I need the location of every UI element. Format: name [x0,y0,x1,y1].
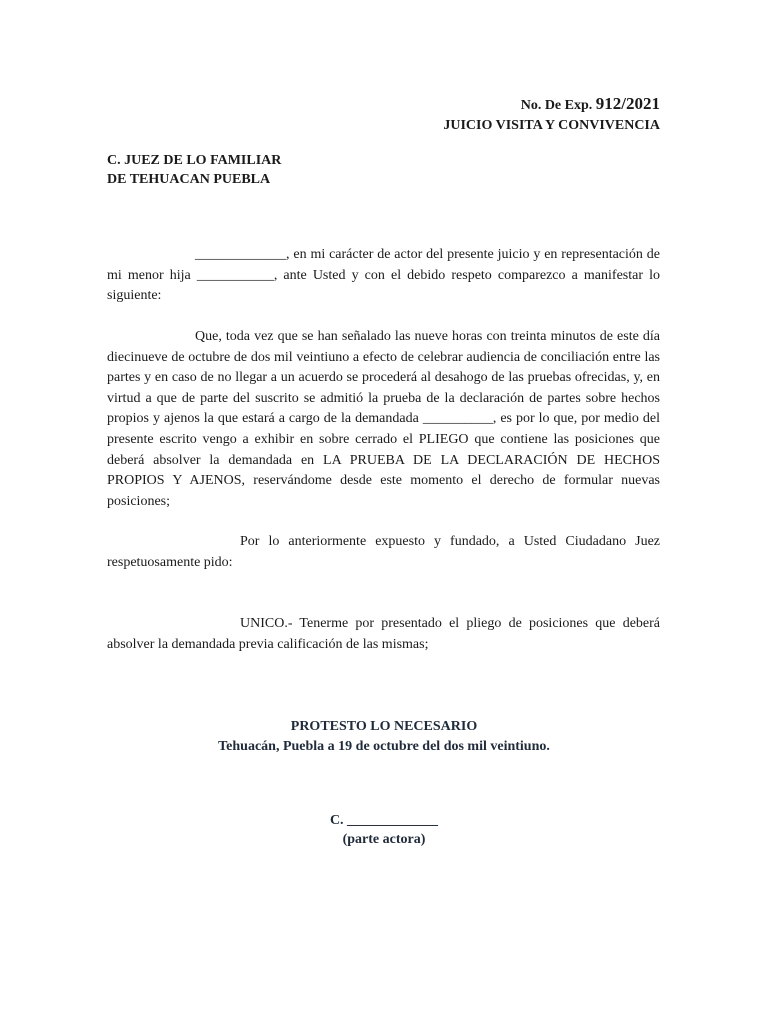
paragraph-request-unico: UNICO.- Tenerme por presentado el pliego de posiciones que deberá absolver la demandada previa calificación de las mismas; [107,616,660,652]
expedient-line [443,94,660,116]
place-date: Tehuacán, Puebla a 19 de octubre del dos mil veintiuno. [218,739,550,754]
signature-role: (parte actora) [342,832,426,847]
signature-line: C. _____________ [329,813,439,828]
case-header [443,94,660,136]
addressee-line-1: C. JUEZ DE LO FAMILIAR [107,153,282,168]
paragraph-introduction: _____________, en mi carácter de actor del presente juicio y en representación de mi menor hija ___________, ante Usted y con el debido respeto comparezco a manifestar lo siguiente: [107,247,660,304]
expedient-label: No. De Exp. [520,98,593,113]
protesto-heading: PROTESTO LO NECESARIO [290,719,478,734]
addressee [107,151,281,189]
paragraph-request-intro: Por lo anteriormente expuesto y fundado, a Usted Ciudadano Juez respetuosamente pido: [107,534,660,570]
case-type: JUICIO VISITA Y CONVIVENCIA [443,118,660,133]
paragraph-facts: Que, toda vez que se han señalado las nueve horas con treinta minutos de este día diecinueve de octubre de dos mil veintiuno a efecto de celebrar audiencia de conciliación entre las partes y en caso de no llegar a un acuerdo se procederá al desahogo de las pruebas ofrecidas, y, en virtud a que de parte del suscrito se admitió la prueba de la declaración de partes sobre hechos propios y ajenos la que estará a cargo de la demandada __________, es por lo que, por medio del presente escrito vengo a exhibir en sobre cerrado el PLIEGO que contiene las posiciones que deberá absolver la demandada en LA PRUEBA DE LA DECLARACIÓN DE HECHOS PROPIOS Y AJENOS, reservándome desde este momento el derecho de formular nuevas posiciones; [107,329,660,509]
expedient-number: 912/2021 [595,94,660,113]
addressee-line-2: DE TEHUACAN PUEBLA [107,172,271,187]
